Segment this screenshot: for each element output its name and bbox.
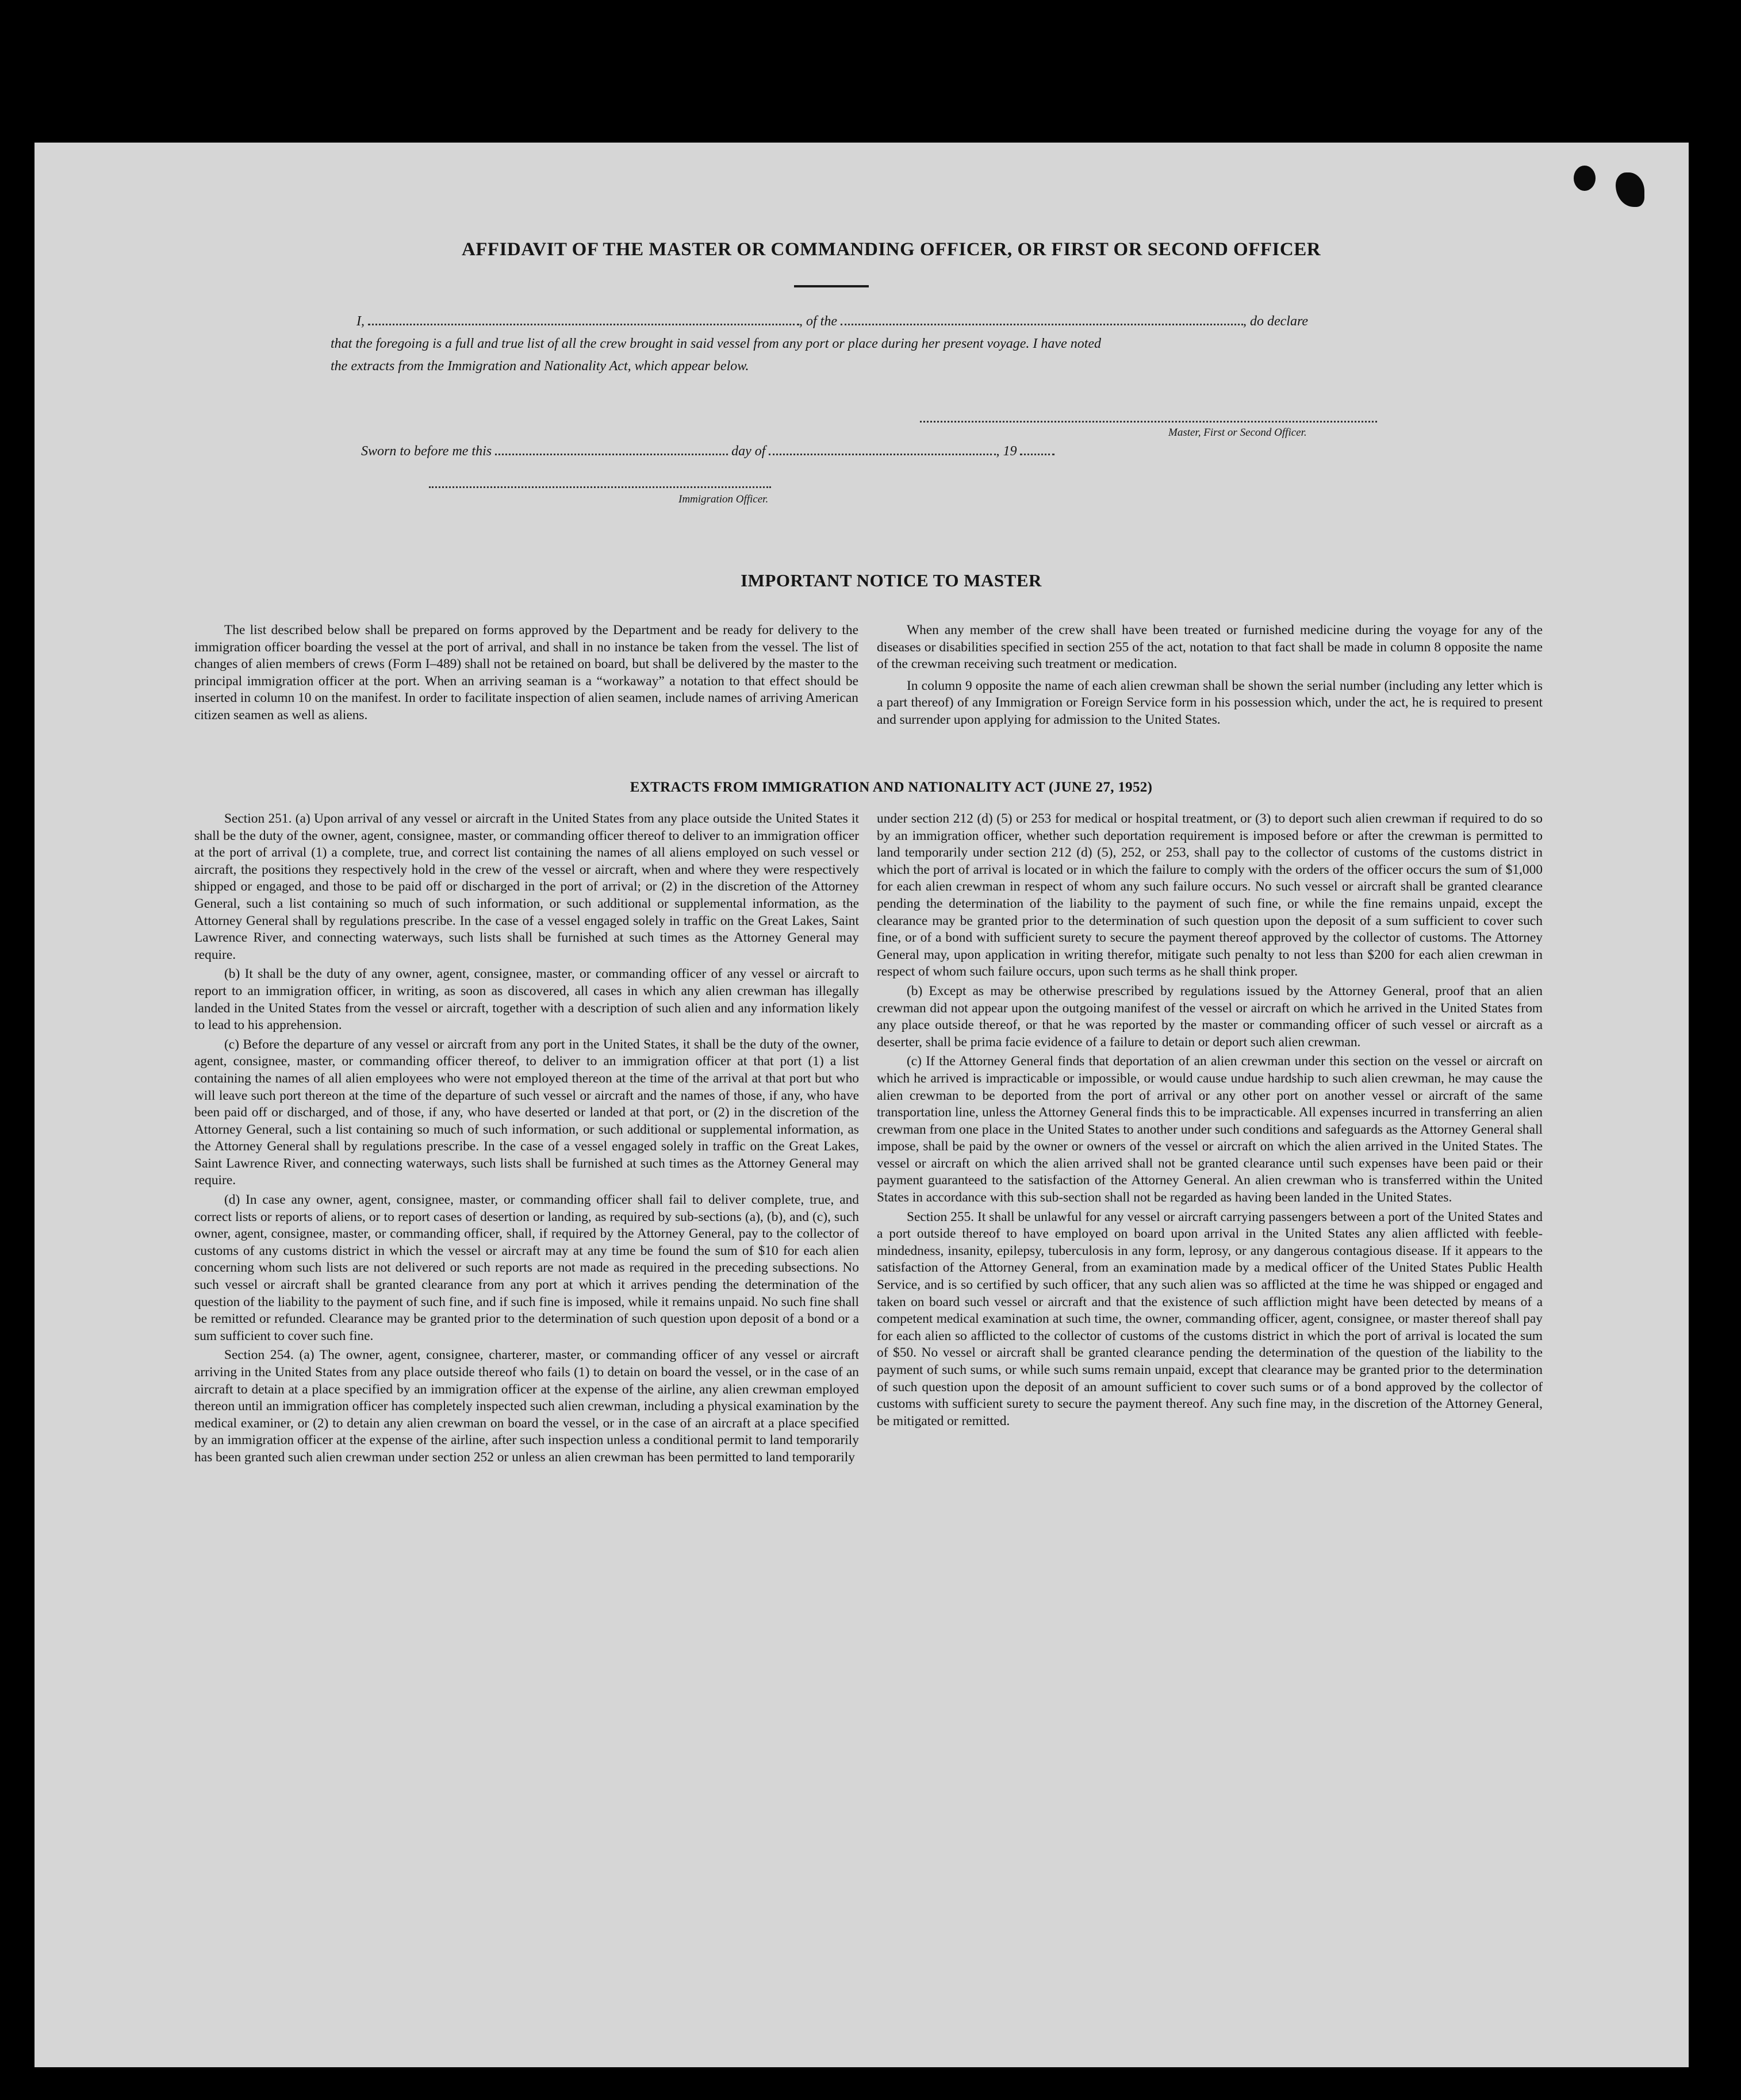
notice-title: IMPORTANT NOTICE TO MASTER [741, 570, 1042, 590]
section-254a: Section 254. (a) The owner, agent, consignee, charterer, master, or commanding officer of any vessel or aircraft arriving in the United States from any place outside thereof who fails (1) to detain on board the vessel, or in the case of an aircraft to detain at a place specified by an immigration officer at the expense of the airline, any alien crewman employed thereon until an immigration officer has completely inspected such alien crewman, including a physical examination by the medical examiner, or (2) to detain any alien crewman on board the vessel, or in the case of an aircraft at a place specified by an immigration officer at the expense of the airline, after such inspection unless a conditional permit to land temporarily has been granted such alien crewman under section 252 or unless an alien crewman has been permitted to land temporarily [194, 1347, 859, 1465]
affidavit-line-3: the extracts from the Immigration and Nationality Act, which appear below. [331, 359, 749, 374]
sworn-day-blank[interactable] [495, 451, 728, 455]
document-page [34, 143, 1689, 2067]
affidavit-title: AFFIDAVIT OF THE MASTER OR COMMANDING OFFICER, OR FIRST OR SECOND OFFICER [461, 239, 1321, 260]
name-blank[interactable] [368, 321, 799, 325]
sworn-year-blank[interactable] [1020, 451, 1054, 455]
sworn-line [361, 440, 1054, 462]
officer-signature-caption: Immigration Officer. [678, 493, 769, 505]
extracts-title: EXTRACTS FROM IMMIGRATION AND NATIONALITY ACT (JUNE 27, 1952) [630, 780, 1153, 795]
extracts-right-column [877, 811, 1543, 1432]
punch-hole-mark [1574, 166, 1596, 191]
officer-signature-line[interactable] [429, 486, 771, 488]
notice-right-column [877, 622, 1543, 731]
notice-left-column [194, 622, 858, 727]
title-underline [794, 285, 869, 287]
extracts-left-column [194, 811, 859, 1469]
of-the-label: , of the [799, 314, 837, 329]
section-251d: (d) In case any owner, agent, consignee, master, or commanding officer shall fail to deliver complete, true, and correct lists or reports of aliens, or to report cases of desertion or landing, as required by sub-sections (a), (b), and (c), such owner, agent, consignee, master, or commanding officer, shall, if required by the Attorney General, pay to the collector of customs of any customs district in which the vessel or aircraft may at any time be found the sum of $10 for each alien concerning whom such lists are not delivered or such reports are not made as required in the preceding subsections. No such vessel or aircraft shall be granted clearance from any port at which it arrives pending the determination of the question of the liability to the payment of such fine, and if such fine is imposed, while it remains unpaid. No such fine shall be remitted or refunded. Clearance may be granted prior to the determination of such question upon deposit of a bond or a sum sufficient to cover such fine. [194, 1192, 859, 1343]
affidavit-line-2: that the foregoing is a full and true list of all the crew brought in said vessel from any port or place during her present voyage. I have noted [331, 336, 1102, 351]
sworn-month-blank[interactable] [769, 451, 996, 455]
affidavit-line-1 [356, 310, 1308, 332]
day-of-label: day of [731, 444, 766, 459]
master-signature-line[interactable] [920, 421, 1377, 423]
torn-corner-mark [1616, 172, 1644, 207]
sworn-label: Sworn to before me this [361, 444, 492, 459]
notice-left-paragraph: The list described below shall be prepared on forms approved by the Department and be ready for delivery to the immigration officer boarding the vessel at the port of arrival, and shall in no instance be taken from the vessel. The list of changes of alien members of crews (Form I–489) shall not be retained on board, but shall be delivered by the master to the principal immigration officer at the port. When an arriving seaman is a “workaway” a notation to that effect should be inserted in column 10 on the manifest. In order to facilitate inspection of alien seamen, include names of arriving American citizen seamen as well as aliens. [194, 623, 858, 723]
section-254a-continued: under section 212 (d) (5) or 253 for medical or hospital treatment, or (3) to deport such alien crewman if required to do so by an immigration officer, whether such deportation requirement is imposed before or after the crewman is permitted to land temporarily under section 212 (d) (5), 252, or 253, shall pay to the collector of customs of the customs district in which the port of arrival is located or in which the failure to comply with the orders of the officer occurs the sum of $1,000 for each alien crewman in respect of whom any such failure occurs. No such vessel or aircraft shall be granted clearance pending the determination of the liability to the payment of such fine, or while the fine remains unpaid, except the clearance may be granted prior to the determination of such question upon the deposit of a sum sufficient to cover such fine, or of a bond with sufficient surety to secure the payment thereof approved by the collector of customs. The Attorney General may, upon application in writing therefor, mitigate such penalty to not less than $200 for each alien crewman in respect of whom such failure occurs, upon such terms as he shall think proper. [877, 811, 1543, 980]
notice-right-paragraph-1: When any member of the crew shall have been treated or furnished medicine during the voyage for any of the diseases or disabilities specified in section 255 of the act, notation to that fact shall be made in column 8 opposite the name of the crewman receiving such treatment or medication. [877, 623, 1543, 672]
do-declare-label: , do declare [1243, 314, 1309, 329]
master-signature-caption: Master, First or Second Officer. [1168, 427, 1307, 439]
year-label: , 19 [996, 444, 1017, 459]
notice-right-paragraph-2: In column 9 opposite the name of each alien crewman shall be shown the serial number (including any letter which is a part thereof) of any Immigration or Foreign Service form in his possession which, under the act, he is required to present and surrender upon applying for admission to the United States. [877, 678, 1543, 727]
section-251c: (c) Before the departure of any vessel or aircraft from any port in the United States, it shall be the duty of the owner, agent, consignee, master, or commanding officer thereof, to deliver to an immigration officer at that port (1) a list containing the names of all alien employees who were not employed thereon at the time of the arrival at that port but who will leave such port thereon at the time of the departure of such vessel or aircraft and the names of those, if any, who have been paid off or discharged, and of those, if any, who have deserted or landed at that port, or (2) in the discretion of the Attorney General, such a list containing so much of such information, or such additional or supplemental information, as the Attorney General shall by regulations prescribe. In the case of a vessel engaged solely in traffic on the Great Lakes, Saint Lawrence River, and connecting waterways, such lists shall be furnished at such times as the Attorney General may require. [194, 1036, 859, 1188]
section-255: Section 255. It shall be unlawful for any vessel or aircraft carrying passengers between a port of the United States and a port outside thereof to have employed on board upon arrival in the United States any alien afflicted with feeble-mindedness, insanity, epilepsy, tuberculosis in any form, leprosy, or any dangerous contagious disease. If it appears to the satisfaction of the Attorney General, from an examination made by a medical officer of the United States Public Health Service, and is so certified by such officer, that any such alien was so afflicted at the time he was shipped or engaged and taken on board such vessel or aircraft and that the existence of such affliction might have been detected by means of a competent medical examination at such time, the owner, commanding officer, agent, consignee, or master thereof shall pay for each alien so afflicted to the collector of customs of the customs district in which the port of arrival is located the sum of $50. No vessel or aircraft shall be granted clearance pending the determination of the question of the liability to the payment of such sums, or while such sums remain unpaid, except that clearance may be granted prior to the determination of such question upon the deposit of an amount sufficient to cover such sums or of a bond approved by the collector of customs with sufficient surety to secure the payment thereof. Any such fine may, in the discretion of the Attorney General, be mitigated or remitted. [877, 1209, 1543, 1429]
section-251a: Section 251. (a) Upon arrival of any vessel or aircraft in the United States from any place outside the United States it shall be the duty of the owner, agent, consignee, master, or commanding officer thereof to deliver to an immigration officer at the port of arrival (1) a complete, true, and correct list containing the names of all aliens employed on such vessel or aircraft, the positions they respectively hold in the crew of the vessel or aircraft, when and where they were respectively shipped or engaged, and those to be paid off or discharged in the port of arrival; or (2) in the discretion of the Attorney General, such a list containing so much of such information, or such additional or supplemental information, as the Attorney General shall by regulations prescribe. In the case of a vessel engaged solely in traffic on the Great Lakes, Saint Lawrence River, and connecting waterways, such lists shall be furnished at such times as the Attorney General may require. [194, 811, 859, 962]
section-251b: (b) It shall be the duty of any owner, agent, consignee, master, or commanding officer of any vessel or aircraft to report to an immigration officer, in writing, as soon as discovered, all cases in which any alien crewman has illegally landed in the United States from the vessel or aircraft, together with a description of such alien and any information likely to lead to his apprehension. [194, 966, 859, 1033]
section-254b: (b) Except as may be otherwise prescribed by regulations issued by the Attorney General, proof that an alien crewman did not appear upon the outgoing manifest of the vessel or aircraft on which he arrived in the United States from any place outside thereof, or that he was reported by the master or commanding officer of such vessel or aircraft as a deserter, shall be prima facie evidence of a failure to detain or deport such alien crewman. [877, 983, 1543, 1050]
vessel-blank[interactable] [841, 321, 1243, 325]
section-254c: (c) If the Attorney General finds that deportation of an alien crewman under this section on the vessel or aircraft on which he arrived is impracticable or impossible, or would cause undue hardship to such alien crewman, he may cause the alien crewman to be deported from the port of arrival or any other port on another vessel or aircraft of the same transportation line, unless the Attorney General finds this to be impracticable. All expenses incurred in transferring an alien crewman from one place in the United States to another under such conditions and safeguards as the Attorney General shall impose, shall be paid by the owner or owners of the vessel or aircraft on which the alien arrived in the United States. The vessel or aircraft on which the alien arrived shall not be granted clearance until such expenses have been paid or their payment guaranteed to the satisfaction of the Attorney General. An alien crewman who is transferred within the United States in accordance with this sub-section shall not be regarded as having been landed in the United States. [877, 1054, 1543, 1206]
affidavit-i-label: I, [356, 314, 365, 329]
